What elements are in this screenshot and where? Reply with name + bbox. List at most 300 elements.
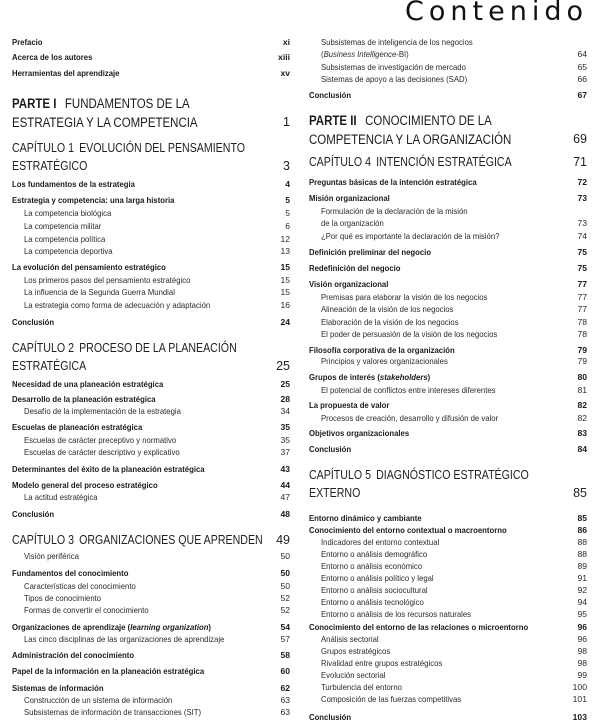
toc-entry-title: [12, 464, 262, 475]
page-number: 72: [577, 176, 587, 187]
toc-entry-section: [12, 666, 290, 677]
toc-entry-title: [321, 291, 560, 303]
toc-entry-title: [321, 548, 560, 560]
toc-entry-title: [12, 480, 262, 491]
toc-entry-title: [321, 73, 560, 85]
entry-text: Escuelas de planeación estratégica: [12, 421, 143, 432]
toc-entry-section: [309, 177, 587, 188]
toc-entry-sub: [12, 633, 290, 645]
toc-entry-section: [309, 247, 587, 258]
entry-text: El poder de persuasión de la visión de los negocios: [321, 328, 498, 339]
toc-entry-section: [12, 568, 290, 579]
toc-entry-title: [309, 345, 559, 356]
toc-entry-title: [321, 596, 560, 608]
toc-entry-title: [12, 509, 262, 520]
toc-entry-title: [24, 274, 263, 286]
page-number: 28: [280, 393, 290, 404]
toc-entry-title: [24, 446, 263, 458]
toc-entry-sub: [12, 207, 290, 219]
entry-text: Construcción de un sistema de información: [24, 694, 173, 705]
entry-text: Conclusión: [12, 508, 55, 519]
toc-entry-sub: [309, 633, 587, 645]
toc-entry-title: [321, 657, 560, 669]
toc-entry-title: [309, 193, 559, 204]
page-number: 65: [577, 61, 587, 72]
entry-text: ORGANIZACIONES QUE APRENDEN: [79, 533, 263, 547]
toc-entry-title: [12, 622, 262, 633]
toc-entry-section: [12, 464, 290, 475]
toc-entry-sub: [12, 706, 290, 718]
toc-entry-sub: [309, 61, 587, 73]
toc-entry-sub: [12, 405, 290, 417]
page-number: 3: [283, 159, 290, 173]
toc-entry-section: [309, 400, 587, 411]
page-number: 99: [577, 669, 587, 680]
toc-entry-sub: [309, 548, 587, 560]
toc-entry-sub: [309, 355, 587, 367]
toc-entry-title: [12, 531, 263, 549]
toc-entry-sub: [309, 73, 587, 85]
toc-entry-sub: [12, 550, 290, 562]
entry-text: Escuelas de carácter descriptivo y explicativo: [24, 446, 180, 457]
entry-text: Entorno o análisis demográfico: [321, 548, 428, 559]
page-number: 49: [276, 533, 290, 547]
toc-entry-title: [309, 279, 559, 290]
toc-entry-title: [24, 491, 263, 503]
toc-entry-title: [309, 247, 559, 258]
toc-entry-title: [309, 513, 559, 524]
page-number: 103: [572, 711, 587, 722]
entry-text: Los fundamentos de la estrategia: [12, 178, 135, 189]
toc-entry-title: [12, 94, 248, 132]
toc-left-column: [12, 0, 290, 728]
entry-text: Entorno o análisis político y legal: [321, 572, 434, 583]
toc-entry-title: [24, 550, 263, 562]
toc-entry-title: [12, 422, 262, 433]
entry-text: La competencia militar: [24, 220, 102, 231]
entry-text: Evolución sectorial: [321, 669, 386, 680]
toc-entry-sub: [309, 657, 587, 669]
toc-entry-title: [24, 604, 263, 616]
entry-text: Elaboración de la visión de los negocios: [321, 316, 459, 327]
page-number: 60: [280, 665, 290, 676]
entry-text: FUNDAMENTOS DE LA ESTRATEGIA Y LA COMPETENCIA: [12, 95, 198, 130]
page-number: 75: [577, 262, 587, 273]
page-number: 79: [577, 344, 587, 355]
toc-entry-title: [321, 384, 560, 396]
toc-entry-title: [12, 262, 262, 273]
part-label: PARTE I: [12, 95, 57, 111]
toc-entry-title: [24, 245, 263, 257]
toc-entry-sub: [309, 316, 587, 328]
entry-text: Desafío de la implementación de la estrategia: [24, 405, 181, 416]
toc-entry-section: [309, 263, 587, 274]
entry-text: Indicadores del entorno contextual: [321, 536, 440, 547]
toc-entry-title: [12, 339, 248, 375]
page-number: 12: [280, 233, 290, 244]
toc-entry-sub: [309, 608, 587, 620]
entry-text-suffix: ): [427, 371, 431, 382]
page-number: 81: [577, 384, 587, 395]
entry-text: Sistemas de información: [12, 682, 104, 693]
page-number: 86: [577, 524, 587, 535]
toc-entry-sub: [12, 580, 290, 592]
page-number: xv: [280, 67, 290, 78]
toc-entry-section: [12, 195, 290, 206]
toc-entry-section: [12, 262, 290, 273]
page-number: 15: [280, 261, 290, 272]
toc-entry-sub: [12, 286, 290, 298]
page-number: 82: [577, 399, 587, 410]
toc-entry-title: [12, 379, 262, 390]
toc-entry-title: [321, 633, 560, 645]
chapter-label: CAPÍTULO 3: [12, 533, 74, 547]
toc-entry-section: [309, 444, 587, 455]
toc-entry-title: [309, 622, 559, 633]
page-number: 78: [577, 328, 587, 339]
entry-text: Formulación de la declaración de la misión de la organización: [321, 205, 468, 229]
entry-text: Herramientas del aprendizaje: [12, 67, 120, 78]
toc-entry-sub: [309, 596, 587, 608]
toc-entry-title: [309, 428, 559, 439]
entry-text: Premisas para elaborar la visión de los negocios: [321, 291, 488, 302]
entry-text: La competencia deportiva: [24, 245, 113, 256]
page-number: 5: [285, 207, 290, 218]
entry-text: Subsistemas de inteligencia de los negocios (: [321, 36, 473, 60]
toc-entry-title: [321, 303, 560, 315]
page-number: 63: [280, 694, 290, 705]
page-number: 74: [577, 230, 587, 241]
toc-entry-title: [12, 179, 262, 190]
toc-entry-section: [309, 513, 587, 524]
toc-entry-sub: [12, 491, 290, 503]
entry-italic-text: learning organization: [130, 621, 209, 632]
page-number: xiii: [278, 51, 290, 62]
toc-entry-title: [12, 68, 262, 79]
entry-text: Organizaciones de aprendizaje (: [12, 621, 131, 632]
entry-text: Conclusión: [309, 443, 352, 454]
toc-entry-sub: [309, 560, 587, 572]
page-number: 54: [280, 621, 290, 632]
toc-entry-section: [12, 379, 290, 390]
page-number: 16: [280, 299, 290, 310]
toc-entry-sub: [309, 291, 587, 303]
page-title: Contenido: [405, 0, 588, 27]
entry-text: Entorno dinámico y cambiante: [309, 512, 422, 523]
toc-entry-sub: [12, 274, 290, 286]
toc-entry-section: [309, 193, 587, 204]
toc-entry-title: [321, 560, 560, 572]
toc-entry-chapter: [309, 153, 587, 171]
page-number: 25: [280, 378, 290, 389]
toc-entry-title: [309, 372, 559, 383]
toc-entry-sub: [12, 233, 290, 245]
toc-entry-title: [321, 355, 560, 367]
entry-text: Entorno o análisis de los recursos naturales: [321, 608, 472, 619]
toc-entry-title: [12, 394, 262, 405]
entry-text: DIAGNÓSTICO ESTRATÉGICO EXTERNO: [309, 468, 529, 500]
entry-text: CONOCIMIENTO DE LA COMPETENCIA Y LA ORGANIZACIÓN: [309, 112, 512, 147]
toc-entry-sub: [12, 592, 290, 604]
entry-text: Visión periférica: [24, 550, 79, 561]
entry-text: Los primeros pasos del pensamiento estratégico: [24, 274, 191, 285]
toc-entry-sub: [12, 694, 290, 706]
entry-text: PROCESO DE LA PLANEACIÓN ESTRATÉGICA: [12, 341, 237, 373]
toc-entry-title: [309, 525, 559, 536]
chapter-label: CAPÍTULO 1: [12, 141, 74, 155]
toc-entry-title: [24, 633, 263, 645]
page-number: 98: [577, 645, 587, 656]
page-number: 89: [577, 560, 587, 571]
entry-text: Visión organizacional: [309, 278, 389, 289]
toc-entry-title: [24, 434, 263, 446]
page-number: 35: [280, 421, 290, 432]
entry-text: Redefinición del negocio: [309, 262, 401, 273]
toc-entry-part: [309, 111, 587, 149]
toc-entry-sub: [309, 36, 587, 60]
toc-entry-sub: [12, 245, 290, 257]
toc-entry-title: [309, 153, 545, 171]
entry-text: Estrategia y competencia: una larga historia: [12, 194, 175, 205]
page-number: 78: [577, 316, 587, 327]
toc-entry-title: [321, 681, 560, 693]
toc-entry-section: [12, 480, 290, 491]
page-number: 50: [280, 550, 290, 561]
toc-entry-title: [309, 466, 545, 502]
entry-text: Tipos de conocimiento: [24, 592, 102, 603]
chapter-label: CAPÍTULO 4: [309, 155, 371, 169]
entry-text: Objetivos organizacionales: [309, 427, 410, 438]
page-number: 5: [285, 194, 290, 205]
page-number: 91: [577, 572, 587, 583]
entry-text: Conclusión: [12, 316, 55, 327]
entry-text: Entorno o análisis económico: [321, 560, 423, 571]
toc-entry-section: [309, 279, 587, 290]
entry-text: Determinantes del éxito de la planeación estratégica: [12, 463, 205, 474]
page-number: 92: [577, 584, 587, 595]
toc-entry-title: [321, 230, 560, 242]
toc-entry-title: [321, 572, 560, 584]
page-number: 37: [280, 446, 290, 457]
entry-text: Rivalidad entre grupos estratégicos: [321, 657, 443, 668]
toc-entry-title: [309, 444, 559, 455]
entry-text: Papel de la información en la planeación estratégica: [12, 665, 205, 676]
toc-entry-title: [12, 52, 262, 63]
entry-text: Sistemas de apoyo a las decisiones (SAD): [321, 73, 468, 84]
entry-text: Grupos estratégicos: [321, 645, 391, 656]
entry-text: Turbulencia del entorno: [321, 681, 402, 692]
entry-text: Definición preliminar del negocio: [309, 246, 432, 257]
page-number: 69: [573, 131, 587, 146]
toc-entry-title: [24, 405, 263, 417]
toc-entry-chapter: [12, 139, 290, 175]
toc-entry-title: [321, 316, 560, 328]
toc-entry-title: [321, 693, 560, 705]
toc-entry-chapter: [12, 339, 290, 375]
entry-text: Conclusión: [309, 711, 352, 722]
toc-entry-title: [24, 233, 263, 245]
page-number: 94: [577, 596, 587, 607]
entry-text: Análisis sectorial: [321, 633, 379, 644]
page-number: 96: [577, 621, 587, 632]
page-number: 85: [573, 486, 587, 500]
toc-entry-sub: [309, 584, 587, 596]
page-number: 95: [577, 608, 587, 619]
toc-entry-chapter: [309, 466, 587, 502]
toc-entry-front: [12, 68, 290, 79]
entry-text: Fundamentos del conocimiento: [12, 567, 129, 578]
toc-right-column: [309, 0, 587, 728]
toc-entry-sub: [12, 220, 290, 232]
page-number: 82: [577, 412, 587, 423]
page-number: 75: [577, 246, 587, 257]
toc-entry-title: [12, 195, 262, 206]
toc-entry-title: [321, 412, 560, 424]
page-number: 6: [285, 220, 290, 231]
toc-entry-title: [309, 712, 559, 723]
toc-entry-title: [24, 592, 263, 604]
entry-text: Entorno o análisis tecnológico: [321, 596, 424, 607]
page-number: 4: [285, 178, 290, 189]
toc-entry-sub: [309, 205, 587, 229]
toc-entry-title: [12, 650, 262, 661]
entry-text: Acerca de los autores: [12, 51, 93, 62]
toc-entry-sub: [309, 384, 587, 396]
toc-entry-title: [12, 317, 262, 328]
toc-entry-sub: [12, 299, 290, 311]
entry-italic-text: Business Intelligence: [323, 49, 397, 60]
toc-entry-section: [309, 712, 587, 723]
entry-text: Conocimiento del entorno de las relaciones o microentorno: [309, 621, 529, 632]
page-number: 73: [577, 192, 587, 203]
page-number: 80: [577, 371, 587, 382]
toc-entry-sub: [309, 693, 587, 705]
toc-entry-section: [309, 622, 587, 633]
toc-entry-title: [24, 706, 263, 718]
toc-entry-sub: [309, 303, 587, 315]
entry-text: La actitud estratégica: [24, 491, 98, 502]
entry-text: Características del conocimiento: [24, 580, 136, 591]
toc-entry-title: [24, 286, 263, 298]
toc-entry-title: [309, 177, 559, 188]
page-number: 64: [577, 49, 587, 60]
toc-entry-title: [24, 299, 263, 311]
toc-entry-title: [24, 220, 263, 232]
toc-entry-title: [321, 328, 560, 340]
entry-text: Grupos de interés (: [309, 371, 380, 382]
toc-entry-title: [321, 36, 560, 60]
part-label: PARTE II: [309, 112, 357, 128]
entry-text: ¿Por qué es importante la declaración de la misión?: [321, 230, 500, 241]
page-number: 34: [280, 405, 290, 416]
page-number: 57: [280, 633, 290, 644]
page-number: 43: [280, 463, 290, 474]
toc-entry-sub: [12, 446, 290, 458]
toc-entry-section: [309, 90, 587, 101]
toc-entry-front: [12, 52, 290, 63]
toc-entry-title: [12, 37, 262, 48]
toc-entry-title: [12, 139, 248, 175]
toc-entry-title: [309, 263, 559, 274]
toc-entry-title: [24, 207, 263, 219]
entry-text-suffix: -BI): [396, 49, 409, 60]
entry-text: Las cinco disciplinas de las organizaciones de aprendizaje: [24, 633, 225, 644]
entry-text: Administración del conocimiento: [12, 649, 135, 660]
entry-text: El potencial de conflictos entre intereses diferentes: [321, 384, 496, 395]
entry-text: Desarrollo de la planeación estratégica: [12, 393, 156, 404]
toc-entry-section: [12, 683, 290, 694]
entry-text: Principios y valores organizacionales: [321, 355, 448, 366]
entry-text: Conocimiento del entorno contextual o macroentorno: [309, 524, 507, 535]
entry-text: La competencia biológica: [24, 207, 112, 218]
entry-text: Preguntas básicas de la intención estratégica: [309, 176, 477, 187]
toc-entry-section: [12, 622, 290, 633]
page-number: 62: [280, 682, 290, 693]
page-number: 52: [280, 604, 290, 615]
page-number: 50: [280, 580, 290, 591]
toc-entry-section: [309, 345, 587, 356]
toc-entry-sub: [309, 572, 587, 584]
page-number: 15: [280, 274, 290, 285]
page-number: 50: [280, 567, 290, 578]
entry-text: Misión organizacional: [309, 192, 390, 203]
toc-entry-sub: [309, 681, 587, 693]
page-number: 24: [280, 316, 290, 327]
toc-entry-title: [12, 568, 262, 579]
page-number: 15: [280, 286, 290, 297]
page-number: 77: [577, 303, 587, 314]
toc-entry-title: [24, 580, 263, 592]
page-number: 71: [573, 155, 587, 169]
entry-text: EVOLUCIÓN DEL PENSAMIENTO ESTRATÉGICO: [12, 141, 246, 173]
toc-entry-sub: [309, 412, 587, 424]
entry-text: Necesidad de una planeación estratégica: [12, 378, 164, 389]
page-number: 44: [280, 479, 290, 490]
entry-text: Procesos de creación, desarrollo y difusión de valor: [321, 412, 499, 423]
page-number: 77: [577, 291, 587, 302]
toc-entry-front: [12, 37, 290, 48]
entry-text: Prefacio: [12, 36, 43, 47]
entry-text: Alineación de la visión de los negocios: [321, 303, 454, 314]
toc-entry-title: [24, 694, 263, 706]
toc-entry-sub: [12, 434, 290, 446]
toc-entry-sub: [309, 669, 587, 681]
page-number: xi: [282, 36, 290, 47]
entry-text: Escuelas de carácter preceptivo y normativo: [24, 434, 177, 445]
toc-entry-sub: [309, 645, 587, 657]
entry-text: Conclusión: [309, 89, 352, 100]
toc-entry-sub: [309, 328, 587, 340]
toc-entry-title: [309, 111, 545, 149]
toc-entry-section: [12, 650, 290, 661]
toc-entry-title: [12, 666, 262, 677]
page-number: 77: [577, 278, 587, 289]
toc-entry-title: [12, 683, 262, 694]
page-number: 35: [280, 434, 290, 445]
page-number: 66: [577, 73, 587, 84]
page-number: 88: [577, 536, 587, 547]
entry-text: La estrategia como forma de adecuación y adaptación: [24, 299, 211, 310]
page-number: 79: [577, 355, 587, 366]
page-number: 48: [280, 508, 290, 519]
entry-text: La evolución del pensamiento estratégico: [12, 261, 166, 272]
entry-text: La competencia política: [24, 233, 106, 244]
toc-entry-title: [321, 608, 560, 620]
entry-text: INTENCIÓN ESTRATÉGICA: [376, 155, 512, 169]
page-number: 100: [572, 681, 587, 692]
page-number: 1: [283, 114, 290, 129]
chapter-label: CAPÍTULO 2: [12, 341, 74, 355]
